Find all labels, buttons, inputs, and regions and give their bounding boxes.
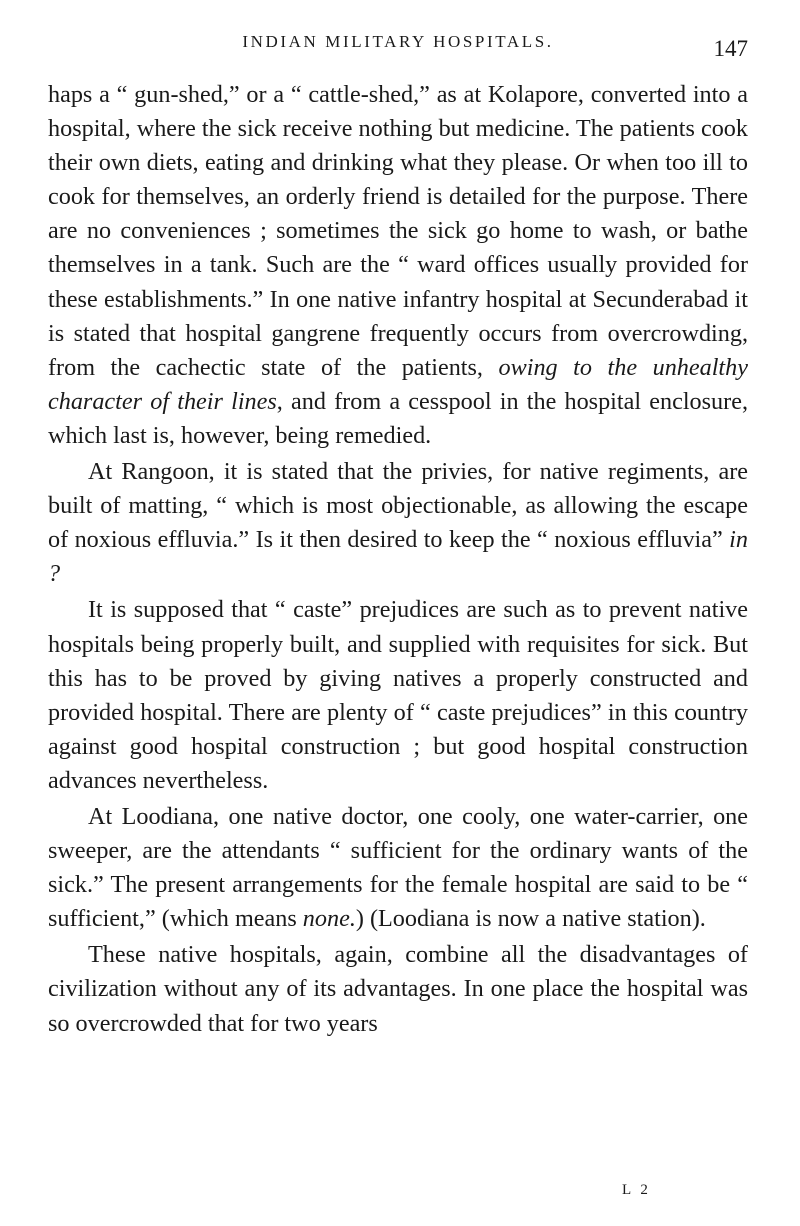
paragraph xyxy=(48,593,748,798)
text-run: These native hospitals, again, combine all the disadvantages of civilization without any of its advantages. In one place the hospital was so overcrowded that for two years xyxy=(48,941,748,1037)
body-text xyxy=(48,78,748,1043)
text-run: It is supposed that “ caste” prejudices are such as to prevent native hospitals being properly built, and supplied with requisites for sick. But this has to be proved by giving natives a properly constructed and provided hospital. There are plenty of “ caste prejudices” in this country against good hospital construction ; but good hospital construction advances nevertheless. xyxy=(48,596,748,794)
italic-run: none. xyxy=(302,905,356,933)
signature-mark: L 2 xyxy=(622,1182,651,1198)
italic-run: in ? xyxy=(48,526,748,588)
running-title: INDIAN MILITARY HOSPITALS. xyxy=(242,32,554,51)
text-run: ) (Loodiana is now a native station). xyxy=(355,905,706,933)
text-run: At Rangoon, it is stated that the privies, for native regiments, are built of matting, “ which is most objectionable, as allowing the escape of noxious effluvia.” Is it then desired to keep the “ noxious effluvia” xyxy=(48,458,748,554)
text-run: , and from a cesspool in the hospital enclosure, which last is, however, being remedied. xyxy=(48,387,748,449)
italic-run: owing to the unhealthy character of their lines xyxy=(48,353,748,415)
paragraph xyxy=(48,800,748,936)
text-run: At Loodiana, one native doctor, one cooly, one water-carrier, one sweeper, are the attendants “ sufficient for the ordinary wants of the sick.” The present arrangements for the female hospital are said to be “ sufficient,” (which means xyxy=(48,802,748,933)
page-number: 147 xyxy=(713,36,748,61)
paragraph xyxy=(48,455,748,591)
paragraph xyxy=(48,938,748,1040)
text-run: haps a “ gun-shed,” or a “ cattle-shed,” as at Kolapore, converted into a hospital, where the sick receive nothing but medicine. The patients cook their own diets, eating and drinking what they please. Or when too ill to cook for themselves, an orderly friend is detailed for the purpose. There are no conveniences ; sometimes the sick go home to wash, or bathe themselves in a tank. Such are the “ ward offices usually provided for these establishments.” In one native infantry hospital at Secunderabad it is stated that hospital gangrene frequently occurs from overcrowding, from the cachectic state of the patients, xyxy=(48,81,748,381)
paragraph xyxy=(48,78,748,453)
running-head xyxy=(48,28,748,61)
